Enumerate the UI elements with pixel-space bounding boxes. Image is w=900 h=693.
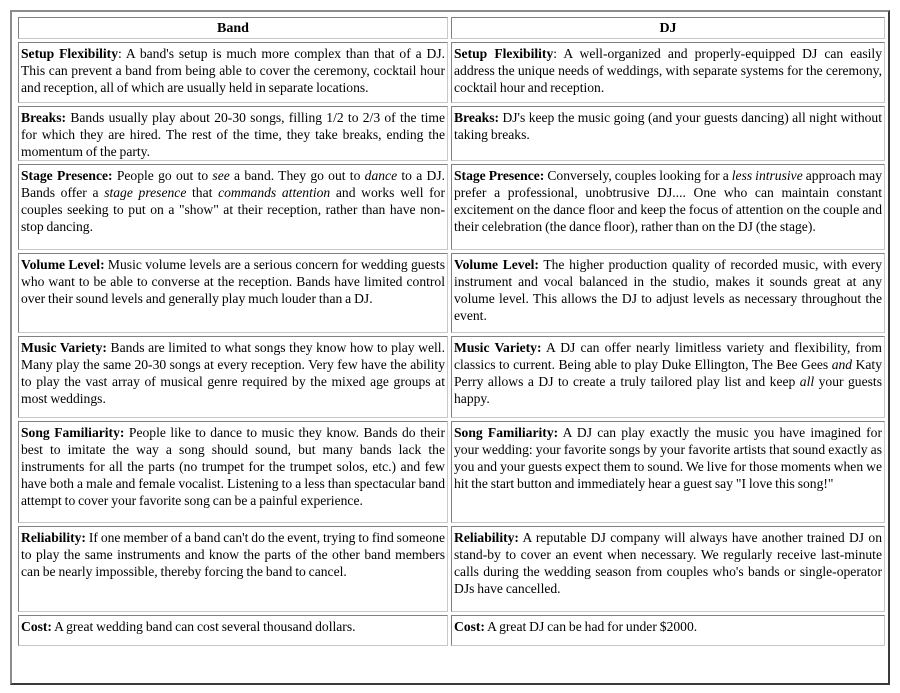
dj-cell-stage-presence	[451, 164, 885, 250]
table-row-stage-presence	[18, 164, 885, 250]
row-text: If one member of a band can't do the event, trying to find someone to play the same instruments and know the parts of the other band members can be nearly impossible, thereby forcing the band to cancel.	[21, 530, 445, 579]
band-cell-cost	[18, 615, 448, 646]
row-text: Music volume levels are a serious concern for wedding guests who want to be able to converse at the reception. Bands have limited control over their sound levels and generally play much louder than a DJ.	[21, 257, 445, 306]
band-cell-music-variety	[18, 336, 448, 418]
row-term: Volume Level:	[21, 257, 105, 272]
row-term: Reliability:	[21, 530, 86, 545]
row-emphasis: dance	[364, 168, 398, 183]
row-text: : A well-organized and properly-equipped DJ can easily address the unique needs of weddings, with separate systems for the ceremony, cocktail hour and reception.	[454, 46, 883, 95]
row-term: Cost:	[454, 619, 485, 634]
table-row-reliability	[18, 526, 885, 612]
row-term: Volume Level:	[454, 257, 539, 272]
band-column-header: Band	[18, 17, 448, 39]
row-text: : A band's setup is much more complex than that of a DJ. This can prevent a band from being able to cover the ceremony, cocktail hour and reception, all of which are usually held in separate locations.	[21, 46, 446, 95]
row-emphasis: all	[799, 374, 815, 389]
row-text: approach may prefer a professional, unobtrusive DJ.... One who can maintain constant excitement on the dance floor and keep the focus of attention on the couple and their celebration (the dance floor), rather than on the DJ (the stage).	[454, 168, 882, 234]
table-row-cost	[18, 615, 885, 646]
row-term: Stage Presence:	[454, 168, 545, 183]
dj-cell-breaks	[451, 106, 885, 161]
row-emphasis: stage presence	[104, 185, 187, 200]
row-text: that	[186, 185, 219, 200]
header-row	[18, 17, 885, 39]
row-term: Song Familiarity:	[454, 425, 559, 440]
row-emphasis: less intrusive	[731, 168, 803, 183]
band-cell-breaks	[18, 106, 448, 161]
row-text: The higher production quality of recorded music, with every instrument and vocal balanced in the studio, makes it sounds great at any volume level. This allows the DJ to adjust levels as necessary throughout the event.	[454, 257, 882, 323]
row-text: Bands are limited to what songs they know how to play well. Many play the same 20-30 songs at every reception. Very few have the ability to play the vast array of musical genre required by the mixed age groups at most weddings.	[21, 340, 445, 406]
row-term: Cost:	[21, 619, 52, 634]
row-term: Music Variety:	[454, 340, 542, 355]
table-row-volume-level	[18, 253, 885, 333]
table-row-music-variety	[18, 336, 885, 418]
row-text: and works well for couples seeking to put on a "show" at their reception, rather than have non-stop dancing.	[21, 185, 445, 234]
row-text: A great wedding band can cost several thousand dollars.	[51, 619, 356, 634]
row-emphasis: see	[212, 168, 230, 183]
row-text: A reputable DJ company will always have another trained DJ on stand-by to cover an event when necessary. We regularly receive last-minute calls during the wedding season from couples who's bands or single-operator DJs have cancelled.	[454, 530, 882, 596]
dj-cell-song-familiarity	[451, 421, 885, 523]
dj-column-header: DJ	[451, 17, 885, 39]
band-cell-volume-level	[18, 253, 448, 333]
row-term: Reliability:	[454, 530, 519, 545]
band-cell-song-familiarity	[18, 421, 448, 523]
dj-cell-music-variety	[451, 336, 885, 418]
band-cell-setup-flexibility	[18, 42, 448, 103]
row-text: your guests happy.	[454, 374, 882, 406]
row-term: Stage Presence:	[21, 168, 113, 183]
dj-cell-setup-flexibility	[451, 42, 885, 103]
dj-cell-volume-level	[451, 253, 885, 333]
row-text: Katy Perry allows a DJ to create a truly tailored play list and keep	[454, 357, 882, 389]
comparison-frame	[10, 10, 890, 685]
row-text: A great DJ can be had for under $2000.	[484, 619, 698, 634]
row-term: Breaks:	[454, 110, 500, 125]
row-text: to a DJ. Bands offer a	[21, 168, 446, 200]
row-emphasis: and	[831, 357, 853, 372]
dj-cell-reliability	[451, 526, 885, 612]
band-vs-dj-table	[15, 14, 888, 649]
row-text: People go out to	[112, 168, 213, 183]
row-text: Bands usually play about 20-30 songs, filling 1/2 to 2/3 of the time for which they are hired. The rest of the time, they take breaks, ending the momentum of the party.	[21, 110, 445, 159]
row-text: Conversely, couples looking for a	[544, 168, 732, 183]
band-cell-reliability	[18, 526, 448, 612]
band-cell-stage-presence	[18, 164, 448, 250]
row-text: a band. They go out to	[229, 168, 365, 183]
row-emphasis: commands attention	[218, 185, 331, 200]
row-term: Setup Flexibility	[21, 46, 119, 61]
table-row-song-familiarity	[18, 421, 885, 523]
row-text: A DJ can offer nearly limitless variety and flexibility, from classics to current. Being able to play Duke Ellington, The Bee Gees	[454, 340, 882, 372]
row-term: Song Familiarity:	[21, 425, 125, 440]
row-text: People like to dance to music they know. Bands do their best to imitate the way a song should sound, but many bands lack the instruments for all the parts (no trumpet for the trumpet solos, etc.) and few have both a male and female vocalist. Listening to a less than spectacular band attempt to cover your favorite song can be a painful experience.	[21, 425, 445, 508]
row-text: A DJ can play exactly the music you have imagined for your wedding: your favorite songs by your favorite artists that sound exactly as you and your guests expect them to sound. We live for those moments when we hit the start button and immediately hear a guest say "I love this song!"	[454, 425, 882, 491]
row-text: DJ's keep the music going (and your guests dancing) all night without taking breaks.	[454, 110, 882, 142]
row-term: Breaks:	[21, 110, 67, 125]
row-term: Setup Flexibility	[454, 46, 554, 61]
dj-cell-cost	[451, 615, 885, 646]
table-row-breaks	[18, 106, 885, 161]
row-term: Music Variety:	[21, 340, 107, 355]
table-row-setup-flexibility	[18, 42, 885, 103]
